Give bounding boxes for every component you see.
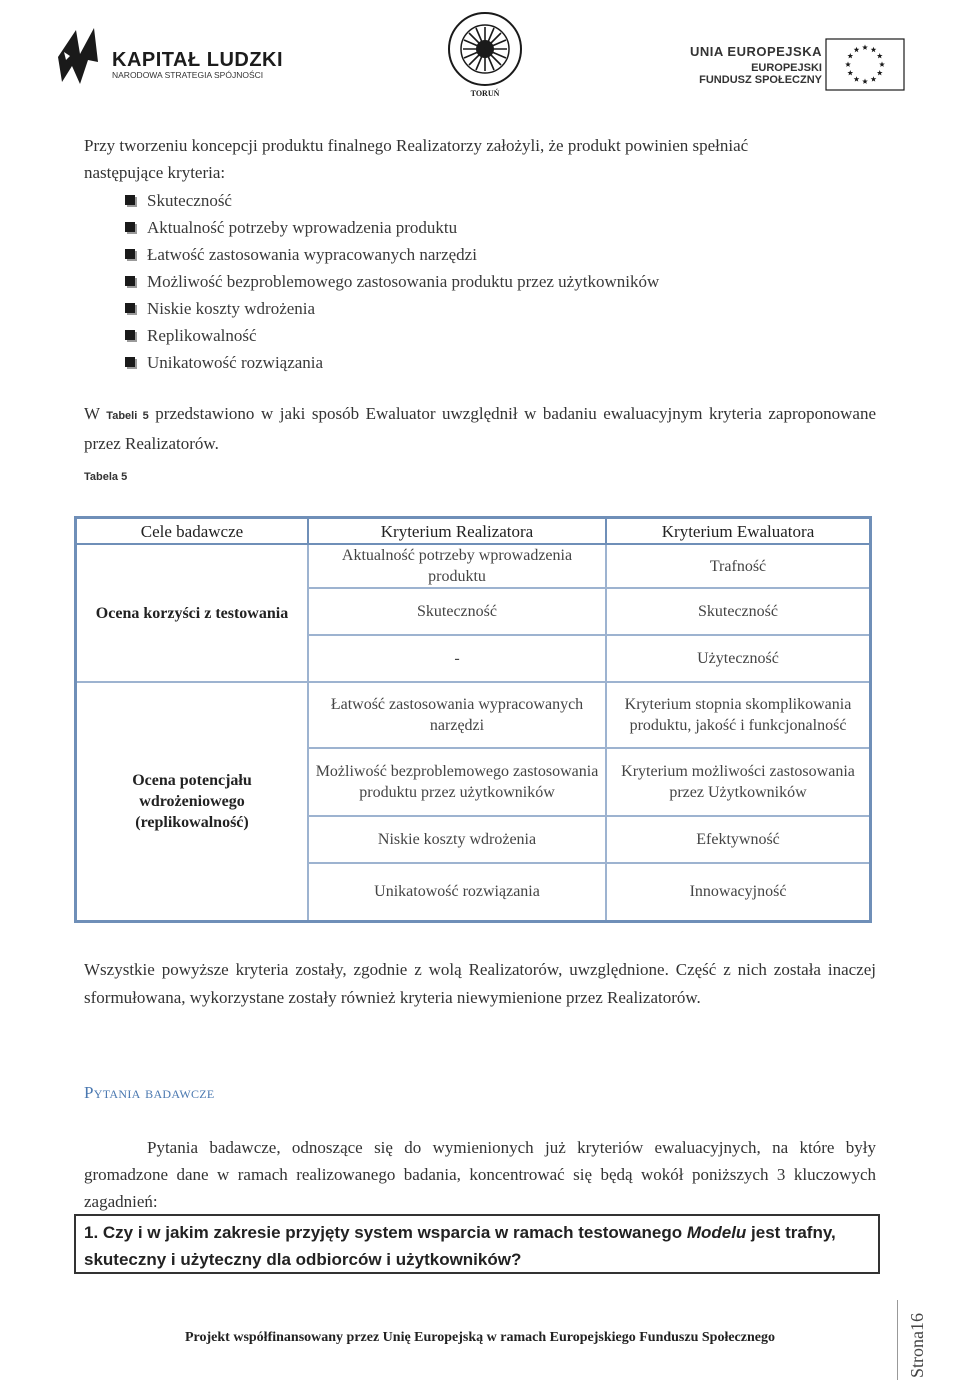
table-cell: Kryterium możliwości zastosowania przez Użytkowników <box>606 748 871 816</box>
list-item <box>84 349 876 376</box>
group-label-cell: Ocena korzyści z testowania <box>76 544 309 682</box>
list-item <box>84 214 876 241</box>
list-item-text: Możliwość bezproblemowego zastosowania produktu przez użytkowników <box>147 272 660 291</box>
list-item-text: Łatwość zastosowania wypracowanych narzędzi <box>147 245 477 264</box>
university-seal <box>445 5 525 100</box>
list-item-text: Unikatowość rozwiązania <box>147 353 324 372</box>
section-heading: Pytania badawcze <box>84 1083 215 1102</box>
table-cell: Łatwość zastosowania wypracowanych narzędzi <box>308 682 606 748</box>
list-item-text: Aktualność potrzeby wprowadzenia produktu <box>147 218 458 237</box>
eu-line-1: UNIA EUROPEJSKA <box>690 44 822 59</box>
table-cell: Niskie koszty wdrożenia <box>308 816 606 863</box>
eu-text-block <box>690 44 822 86</box>
header-cell: Kryterium Ewaluatora <box>606 518 871 545</box>
list-item <box>84 268 876 295</box>
square-bullet-icon <box>125 357 135 367</box>
table-header-row <box>76 518 871 545</box>
list-item-text: Niskie koszty wdrożenia <box>147 299 316 318</box>
summary-paragraph: Wszystkie powyższe kryteria zostały, zgodnie z wolą Realizatorów, uwzględnione. Część z nich została inaczej sformułowana, wykorzystane zostały również kryteria niewymienione przez Realizatorów. <box>84 960 876 1007</box>
criteria-list <box>84 187 876 376</box>
table-intro-paragraph <box>84 400 876 457</box>
list-item-text: Replikowalność <box>147 326 257 345</box>
question-emphasis: Modelu <box>686 1223 747 1242</box>
table-cell: Efektywność <box>606 816 871 863</box>
list-item <box>84 295 876 322</box>
page-footer: Projekt współfinansowany przez Unię Europejską w ramach Europejskiego Funduszu Społecznego <box>185 1330 775 1345</box>
section-paragraph: Pytania badawcze, odnoszące się do wymienionych już kryteriów ewaluacyjnych, na które były gromadzone dane w ramach realizowanego badania, koncentrować się będą wokół poniższych 3 kluczowych zagadnień: <box>84 1138 876 1211</box>
table-row <box>76 544 871 588</box>
page-number-block <box>893 1300 953 1380</box>
intro-line-2: następujące kryteria: <box>84 163 226 182</box>
para2-before: W <box>84 404 107 423</box>
list-item-text: Skuteczność <box>147 191 232 210</box>
table-cell: Skuteczność <box>308 588 606 635</box>
square-bullet-icon <box>125 222 135 232</box>
question-text-before: 1. Czy i w jakim zakresie przyjęty system wsparcia w ramach testowanego <box>84 1223 687 1242</box>
table-cell: Użyteczność <box>606 635 871 682</box>
square-bullet-icon <box>125 249 135 259</box>
list-item <box>84 241 876 268</box>
para2-after: przedstawiono w jaki sposób Ewaluator uwzględnił w badaniu ewaluacyjnym kryteria zaproponowane przez Realizatorów. <box>84 404 876 453</box>
table-cell: - <box>308 635 606 682</box>
table-row <box>76 682 871 748</box>
page-number-divider <box>897 1300 898 1380</box>
intro-paragraph <box>84 132 876 186</box>
square-bullet-icon <box>125 330 135 340</box>
kapital-ludzki-subtitle: NARODOWA STRATEGIA SPÓJNOŚCI <box>112 70 264 80</box>
table-cell: Możliwość bezproblemowego zastosowania produktu przez użytkowników <box>308 748 606 816</box>
kapital-ludzki-title: KAPITAŁ LUDZKI <box>112 49 284 71</box>
table-cell: Skuteczność <box>606 588 871 635</box>
page-header <box>0 0 960 110</box>
square-bullet-icon <box>125 303 135 313</box>
main-content <box>84 132 876 485</box>
square-bullet-icon <box>125 195 135 205</box>
question-text-after: jest trafny, skuteczny i użyteczny dla odbiorców i użytkowników? <box>84 1223 836 1269</box>
header-cell: Kryterium Realizatora <box>308 518 606 545</box>
table-cell: Kryterium stopnia skomplikowania produktu, jakość i funkcjonalność <box>606 682 871 748</box>
table-cell: Innowacyjność <box>606 863 871 921</box>
table-cell: Aktualność potrzeby wprowadzenia produktu <box>308 544 606 588</box>
list-item <box>84 187 876 214</box>
table-cell: Trafność <box>606 544 871 588</box>
header-cell: Cele badawcze <box>76 518 309 545</box>
page-number: Strona16 <box>907 1313 927 1378</box>
seal-bottom-text: TORUŃ <box>470 89 500 98</box>
table-caption: Tabela 5 <box>84 471 128 483</box>
square-bullet-icon <box>125 276 135 286</box>
eu-line-2: EUROPEJSKI <box>751 62 822 74</box>
research-question-box <box>74 1214 880 1274</box>
table-cell: Unikatowość rozwiązania <box>308 863 606 921</box>
list-item <box>84 322 876 349</box>
eu-flag-icon <box>825 38 905 91</box>
intro-line-1: Przy tworzeniu koncepcji produktu finalnego Realizatorzy założyli, że produkt powinien spełniać <box>84 136 749 155</box>
criteria-table <box>74 516 872 923</box>
group-label-cell: Ocena potencjału wdrożeniowego (replikowalność) <box>76 682 309 921</box>
table-reference-link[interactable]: Tabeli 5 <box>106 410 149 422</box>
eu-line-3: FUNDUSZ SPOŁECZNY <box>699 74 822 86</box>
